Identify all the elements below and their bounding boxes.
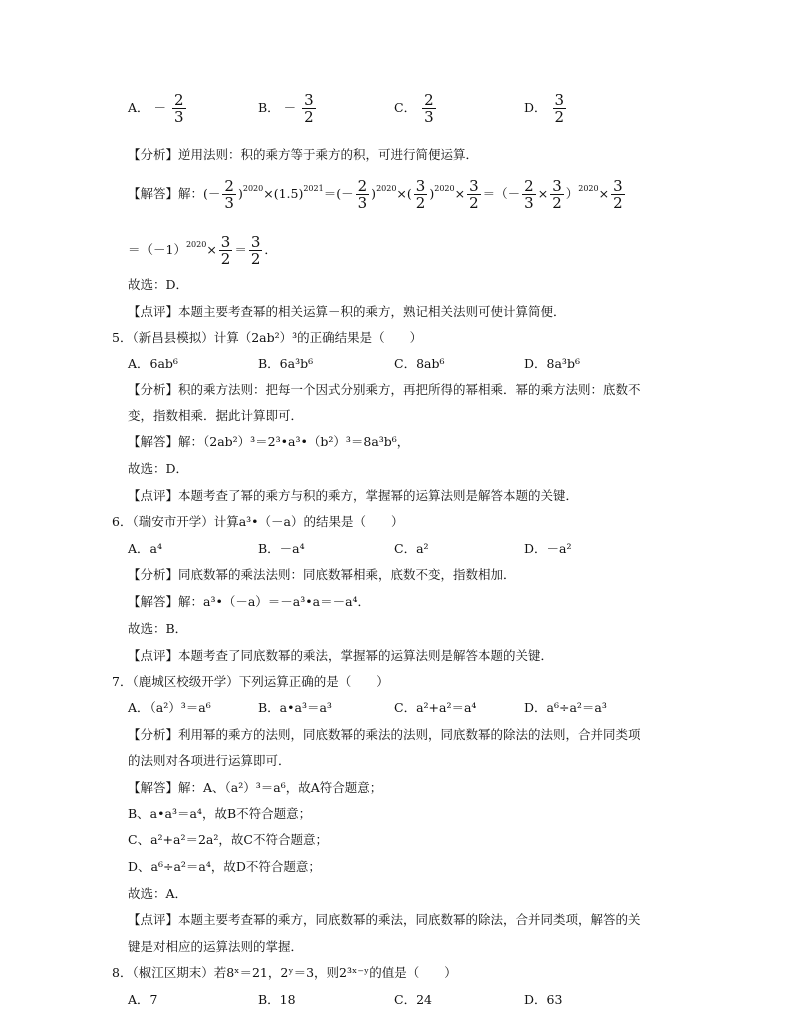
q4-option-a	[128, 92, 188, 125]
q7-review-1: 【点评】本题主要考查幂的乘方，同底数幂的乘法，同底数幂的除法，合并同类项，解答的关	[128, 912, 641, 927]
fraction: $\frac{2}{3}$	[357, 177, 368, 212]
option-letter: D．	[524, 100, 547, 115]
q6-option-c: C．a²	[394, 541, 429, 556]
q8-option-c: C．24	[394, 992, 432, 1007]
q6-option-a: A．a⁴	[128, 541, 162, 556]
q4-option-b	[258, 92, 318, 125]
q4-option-d	[524, 92, 568, 125]
q6-review: 【点评】本题考查了同底数幂的乘法，掌握幂的运算法则是解答本题的关键．	[128, 648, 554, 663]
q5-answer: 【解答】解：（2ab²）³＝2³•a³•（b²）³＝8a³b⁶，	[128, 434, 410, 449]
q7-option-a: A．（a²）³＝a⁶	[128, 700, 211, 715]
fraction: $\frac{2}{3}$	[224, 177, 234, 212]
q4-choice: 故选：D．	[128, 277, 189, 292]
q5-option-b: B．6a³b⁶	[258, 356, 314, 371]
q6-choice: 故选：B．	[128, 621, 188, 636]
fraction: $\frac{2}{3}$	[524, 177, 534, 212]
q7-analysis-2: 的法则对各项进行运算即可．	[128, 753, 291, 768]
q5-stem: 5．（新昌县模拟）计算（2ab²）³的正确结果是（ ）	[112, 330, 423, 345]
q6-analysis: 【分析】同底数幂的乘法法则：同底数幂相乘，底数不变，指数相加．	[128, 567, 516, 582]
minus-sign: －	[153, 100, 167, 115]
q7-stem: 7．（鹿城区校级开学）下列运算正确的是（ ）	[112, 674, 389, 689]
q4-answer-line-1: 【解答】解：(－ $\frac{2}{3}$ )$^{2020}\times(1.5)^{2021}=(-$ $\frac{2}{3}$ )$^{2020}$×( $\frac{3}{2}$ )$^{2020}$× $\frac{3}{2}$ ＝（－ $\frac{2}{3}$ × $\frac{3}{2}$ ）$^{2020}$× $\frac{3}{2}$	[128, 177, 623, 212]
fraction: $\frac{3}{2}$	[552, 177, 562, 212]
fraction: $\frac{2}{3}$	[424, 91, 434, 126]
q4-analysis: 【分析】逆用法则：积的乘方等于乘方的积，可进行简便运算．	[128, 147, 479, 162]
option-letter: C．	[394, 100, 417, 115]
fraction: $\frac{3}{2}$	[613, 177, 623, 212]
q5-analysis-2: 变，指数相乘．据此计算即可．	[128, 408, 304, 423]
q6-answer: 【解答】解：a³•（－a）＝－a³•a＝－a⁴．	[128, 594, 371, 609]
q7-analysis-1: 【分析】利用幂的乘方的法则，同底数幂的乘法的法则，同底数幂的除法的法则，合并同类项	[128, 727, 641, 742]
q7-option-b: B．a•a³＝a³	[258, 700, 332, 715]
minus-sign: －	[283, 100, 297, 115]
q7-option-c: C．a²+a²＝a⁴	[394, 700, 477, 715]
q7-answer-b: B、a•a³＝a⁴，故B不符合题意；	[128, 806, 312, 821]
fraction: $\frac{3}{2}$	[220, 233, 231, 268]
q7-answer: 【解答】解：A、（a²）³＝a⁶，故A符合题意；	[128, 780, 383, 795]
q6-stem: 6．（瑞安市开学）计算a³•（－a）的结果是（ ）	[112, 514, 404, 529]
q7-option-d: D．a⁶÷a²＝a³	[524, 700, 607, 715]
q5-option-c: C．8ab⁶	[394, 356, 445, 371]
q6-option-d: D．－a²	[524, 541, 572, 556]
answer-prefix: 【解答】解：	[128, 186, 204, 201]
fraction: $\frac{3}{2}$	[250, 233, 261, 268]
q7-review-2: 键是对相应的运算法则的掌握．	[128, 939, 304, 954]
q5-option-a: A．6ab⁶	[128, 356, 178, 371]
q4-answer-line-2: $=(-1)^{2020}\times$ $\frac{3}{2}$ ＝ $\frac{3}{2}$ ．	[128, 233, 277, 268]
q8-option-b: B．18	[258, 992, 296, 1007]
q4-option-c	[394, 92, 438, 125]
q5-choice: 故选：D．	[128, 461, 189, 476]
q5-review: 【点评】本题考查了幂的乘方与积的乘方，掌握幂的运算法则是解答本题的关键．	[128, 488, 579, 503]
q8-stem: 8．（椒江区期末）若8ˣ＝21，2ʸ＝3，则2³ˣ⁻ʸ的值是（ ）	[112, 965, 457, 980]
q5-analysis-1: 【分析】积的乘方法则：把每一个因式分别乘方，再把所得的幂相乘．幂的乘方法则：底数不	[128, 382, 641, 397]
option-letter: B．	[258, 100, 280, 115]
q6-option-b: B．－a⁴	[258, 541, 305, 556]
fraction: $\frac{3}{2}$	[554, 91, 565, 126]
fraction: $\frac{2}{3}$	[174, 91, 184, 126]
option-letter: A．	[128, 100, 150, 115]
q7-choice: 故选：A．	[128, 886, 188, 901]
q8-option-a: A．7	[128, 992, 158, 1007]
q8-option-d: D．63	[524, 992, 563, 1007]
fraction: $\frac{3}{2}$	[469, 177, 479, 212]
q7-answer-c: C、a²+a²＝2a²，故C不符合题意；	[128, 832, 328, 847]
fraction: $\frac{3}{2}$	[415, 177, 426, 212]
q5-option-d: D．8a³b⁶	[524, 356, 580, 371]
fraction: $\frac{3}{2}$	[304, 91, 314, 126]
q4-review: 【点评】本题主要考查幂的相关运算－积的乘方，熟记相关法则可使计算简便．	[128, 304, 566, 319]
q7-answer-d: D、a⁶÷a²＝a⁴，故D不符合题意；	[128, 859, 321, 874]
